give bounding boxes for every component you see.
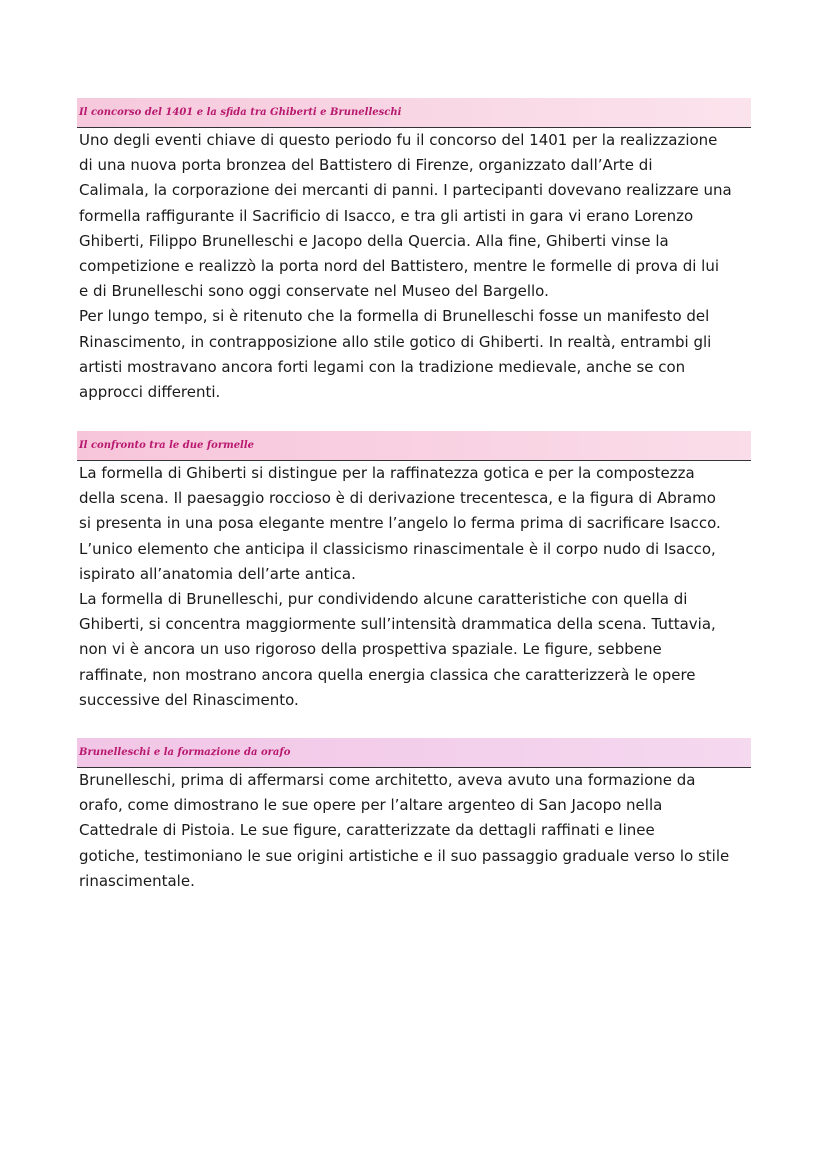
paragraph: [77, 461, 751, 587]
paragraph: [77, 768, 751, 894]
text-line: Ghiberti, Filippo Brunelleschi e Jacopo della Quercia. Alla fine, Ghiberti vinse la: [79, 231, 669, 250]
text-line: non vi è ancora un uso rigoroso della prospettiva spaziale. Le figure, sebbene: [79, 640, 662, 659]
text-line: formella raffigurante il Sacrificio di Isacco, e tra gli artisti in gara vi erano Lorenzo: [79, 206, 694, 225]
text-line: Brunelleschi, prima di affermarsi come architetto, aveva avuto una formazione da: [79, 771, 696, 789]
paragraph: [77, 304, 751, 405]
text-line: e di Brunelleschi sono oggi conservate nel Museo del Bargello.: [79, 282, 549, 301]
section-formazione-orafo: [77, 738, 751, 894]
text-line: gotiche, testimoniano le sue origini artistiche e il suo passaggio graduale verso lo stile: [79, 846, 730, 865]
text-line: Cattedrale di Pistoia. Le sue figure, caratterizzate da dettagli raffinati e linee: [79, 821, 655, 840]
text-line: di una nuova porta bronzea del Battistero di Firenze, organizzato dall’Arte di: [79, 156, 653, 175]
text-line: competizione e realizzò la porta nord del Battistero, mentre le formelle di prova di lui: [79, 257, 720, 276]
text-line: Ghiberti, si concentra maggiormente sull’intensità drammatica della scena. Tuttavia,: [79, 615, 716, 634]
section-confronto-formelle: [77, 431, 751, 713]
section-heading: Brunelleschi e la formazione da orafo: [77, 738, 751, 768]
text-line: successive del Rinascimento.: [79, 690, 299, 709]
text-line: ispirato all’anatomia dell’arte antica.: [79, 564, 356, 583]
section-concorso-1401: [77, 98, 751, 405]
text-line: orafo, come dimostrano le sue opere per l’altare argenteo di San Jacopo nella: [79, 796, 663, 815]
paragraph: [77, 128, 751, 304]
text-line: Per lungo tempo, si è ritenuto che la formella di Brunelleschi fosse un manifesto del: [79, 307, 710, 326]
text-line: L’unico elemento che anticipa il classicismo rinascimentale è il corpo nudo di Isacco,: [79, 539, 716, 558]
text-line: La formella di Brunelleschi, pur condividendo alcune caratteristiche con quella di: [79, 590, 688, 609]
text-line: La formella di Ghiberti si distingue per la raffinatezza gotica e per la compostezza: [79, 464, 695, 482]
text-line: Calimala, la corporazione dei mercanti di panni. I partecipanti dovevano realizzare una: [79, 181, 732, 200]
section-heading: Il confronto tra le due formelle: [77, 431, 751, 461]
text-line: approcci differenti.: [79, 383, 221, 402]
paragraph: [77, 587, 751, 713]
text-line: artisti mostravano ancora forti legami con la tradizione medievale, anche se con: [79, 357, 686, 376]
text-line: Rinascimento, in contrapposizione allo stile gotico di Ghiberti. In realtà, entrambi gli: [79, 332, 712, 351]
text-line: raffinate, non mostrano ancora quella energia classica che caratterizzerà le opere: [79, 665, 696, 684]
text-line: della scena. Il paesaggio roccioso è di derivazione trecentesca, e la figura di Abramo: [79, 489, 716, 508]
section-heading: Il concorso del 1401 e la sfida tra Ghiberti e Brunelleschi: [77, 98, 751, 128]
text-line: si presenta in una posa elegante mentre l’angelo lo ferma prima di sacrificare Isacco.: [79, 514, 721, 533]
text-line: rinascimentale.: [79, 871, 195, 890]
text-line: Uno degli eventi chiave di questo periodo fu il concorso del 1401 per la realizzazione: [79, 131, 718, 149]
